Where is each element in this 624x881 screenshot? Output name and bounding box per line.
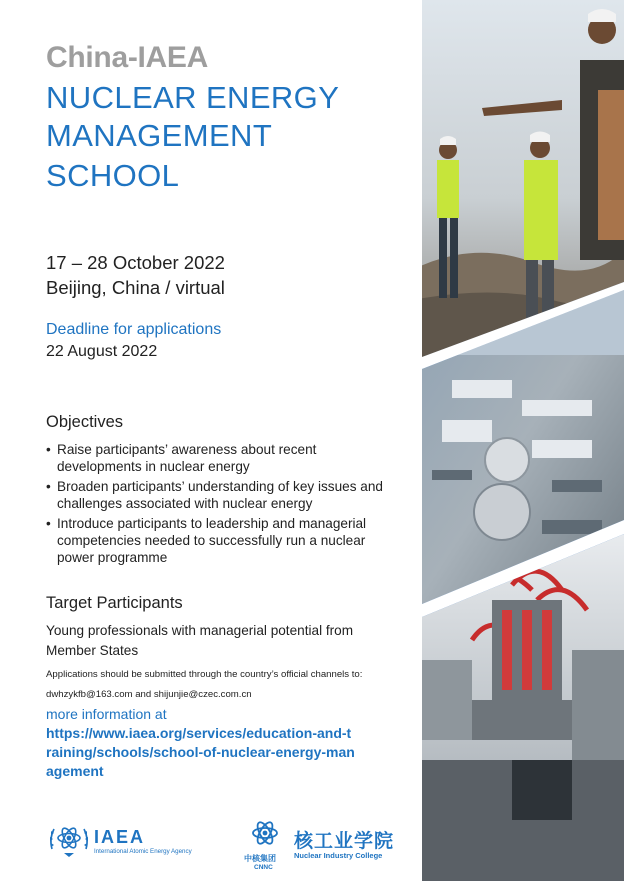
event-location: Beijing, China / virtual <box>46 277 225 298</box>
title-management: MANAGEMENT <box>46 118 273 153</box>
objectives-heading: Objectives <box>46 413 124 431</box>
deadline-label: Deadline for applications <box>46 321 222 338</box>
title-nuclear-energy: NUCLEAR ENERGY <box>46 80 340 115</box>
nuclear-industry-college-chinese: 核工业学院 <box>294 831 395 852</box>
more-info-link[interactable]: https://www.iaea.org/services/education-and-training/schools/school-of-nuclear-energy-management <box>46 725 355 779</box>
applications-note: Applications should be submitted through the country’s official channels to: <box>46 669 363 680</box>
photo-collage <box>412 0 624 881</box>
iaea-logo-text: IAEA <box>94 827 146 847</box>
title-china-iaea: China-IAEA <box>46 41 209 74</box>
title-school: SCHOOL <box>46 158 180 193</box>
event-dates: 17 – 28 October 2022 <box>46 252 225 273</box>
cnnc-logo-english: CNNC <box>254 864 273 871</box>
objective-item: • Broaden participants’ understanding of key issues and challenges associated with nuclear energy <box>46 478 391 512</box>
iaea-logo-subtitle: International Atomic Energy Agency <box>94 848 192 855</box>
target-participants-text: Young professionals with managerial potential from Member States <box>46 623 354 658</box>
iaea-emblem-icon <box>46 819 92 859</box>
objectives-list <box>46 441 391 569</box>
contact-emails[interactable]: dwhzykfb@163.com and shijunjie@czec.com.cn <box>46 689 252 700</box>
cnnc-atom-icon <box>250 819 280 847</box>
nuclear-industry-college-english: Nuclear Industry College <box>294 851 383 860</box>
objective-item: • Raise participants’ awareness about recent developments in nuclear energy <box>46 441 391 475</box>
cnnc-logo-chinese: 中核集团 <box>244 854 276 863</box>
objective-item: • Introduce participants to leadership and managerial competencies needed to successfully run a nuclear power programme <box>46 515 391 566</box>
deadline-date: 22 August 2022 <box>46 343 158 360</box>
more-info-label: more information at <box>46 706 167 722</box>
target-participants-heading: Target Participants <box>46 594 183 612</box>
event-details <box>46 250 225 300</box>
